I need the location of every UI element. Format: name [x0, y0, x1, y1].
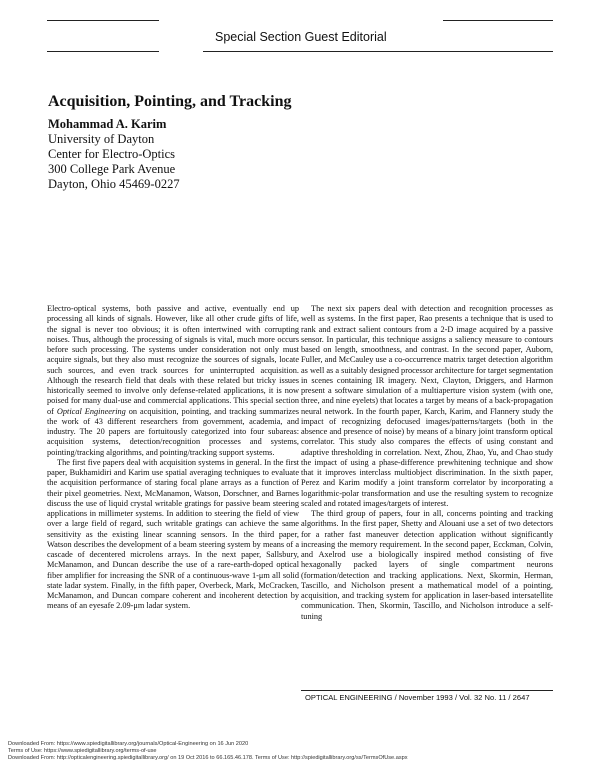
paragraph: The first five papers deal with acquisition systems in general. In the first paper, Bukhamidiri and Karim use spatial averaging techniques to evaluate the acquisition performance of staring focal plane arrays as a function of their pixel geometries. Next, McManamon, Watson, Dorschner, and Barnes discuss the use of liquid crystal writable gratings for passive beam steering applications in millimeter systems. In addition to steering the field of view over a large field of regard, such writable gratings can achieve the same sensitivity as the existing linear scanning sensors. In the third paper, Watson describes the development of a beam steering system by means of a cascade of decentered microlens arrays. In the next paper, Sallsbury, McManamon, and Duncan describe the use of a rare-earth-doped optical fiber amplifier for increasing the SNR of a continuous-wave 1-μm all solid state ladar system. Finally, in the fifth paper, Overbeck, Mark, McCracken, McManamon, and Duncan compare coherent and incoherent detection by means of an eyesafe 2.09-μm ladar system. — [47, 457, 299, 611]
journal-name: Optical Engineering — [56, 406, 126, 416]
affiliation-line: University of Dayton — [48, 132, 155, 146]
affiliation-line: Dayton, Ohio 45469-0227 — [48, 177, 180, 191]
header-rule-left — [47, 20, 159, 21]
download-line: Downloaded From: https://www.spiedigitallibrary.org/journals/Optical-Engineering on 16 Jun 2020 — [8, 741, 249, 747]
left-column — [47, 304, 299, 612]
article-title: Acquisition, Pointing, and Tracking — [48, 93, 292, 110]
header-rule-right — [443, 20, 553, 21]
footer-rule — [301, 690, 553, 691]
journal-footer: OPTICAL ENGINEERING / November 1993 / Vol. 32 No. 11 / 2647 — [305, 693, 530, 702]
paragraph: The third group of papers, four in all, concerns pointing and tracking algorithms. In the first paper, Shetty and Alouani use a set of two detectors for a rather fast maneuver detection application without significantly increasing the memory requirement. In the second paper, Ecckman, Colvin, and Axelrod use a biologically inspired method consisting of five hexagonally packed layers of single compartment neurons (formation/detection and tracking applications. Next, Skormin, Herman, Tascillo, and Nicholson present a mathematical model of a pointing, acquisition, and tracking system for application in laser-based intersatellite communication. Then, Skormin, Tascillo, and Nicholson introduce a self-tuning — [301, 509, 553, 621]
author-name: Mohammad A. Karim — [48, 117, 167, 131]
paragraph: The next six papers deal with detection and recognition processes as well as systems. In the first paper, Rao presents a technique that is used to rank and extract salient contours from a 2-D image acquired by a passive sensor. In particular, this technique assigns a saliency measure to contours based on length, smoothness, and contrast. In the second paper, Auborn, Fuller, and McCauley use a co-occurrence matrix target detection algorithm as well as a suitably designed processor architecture for target segmentation in scenes containing IR imagery. Next, Clayton, Driggers, and Harmon present a software simulation of a multiaperture vision system (with one, three, and nine eyelets) that locates a target by means of a back-propagation neural network. In the fourth paper, Karch, Karim, and Flannery study the impact of recognizing defocused images/patterns/targets (both in the absence and presence of noise) by means of a binary joint transform optical correlator. This study also compares the effects of using constant and adaptive thresholding in correlation. Next, Zhou, Zhao, Yu, and Chao study the impact of using a phase-difference prewhitening technique and show that it improves interclass multiobject discrimination. In the sixth paper, Perez and Karim modify a joint transform correlator by incorporating a logarithmic-polar transformation and use the resulting system to recognize scaled and rotated images/targets of interest. — [301, 304, 553, 508]
header-rule-bottom-left — [47, 51, 159, 52]
author-block — [48, 117, 180, 192]
affiliation-line: Center for Electro-Optics — [48, 147, 176, 161]
download-line: Terms of Use: https://www.spiedigitallibrary.org/terms-of-use — [8, 748, 157, 754]
download-line: Downloaded From: http://opticalengineering.spiedigitallibrary.org/ on 19 Oct 2016 to 66.165.46.178. Terms of Use: http://spiedigitallibrary.org/ss/TermsOfUse.aspx — [8, 755, 408, 761]
right-column — [301, 304, 553, 622]
header-rule-bottom — [203, 51, 553, 52]
paragraph: Electro-optical systems, both passive and active, eventually end up processing all kinds of signals. However, like all other crude gifts of life, the signal is never too obvious; it is often intertwined with corrupting noises. Thus, although the processing of signals is vital, much more occurs before such processing. The systems under consideration not only must acquire signals, but they also must recognize the sources of signals, locate such sources, and even track sources for uninterrupted acquisition. Although the research field that deals with these related but tricky issues historically seemed to involve only defense-related applications, it is now poised for many dual-use and commercial applications. This special section of Optical Engineering on acquisition, pointing, and tracking summarizes the work of 43 different researchers from government, academia, and industry. The 20 papers are fortuitously categorized into four subareas: acquisition systems, detection/recognition processes and systems, pointing/tracking algorithms, and pointing/tracking support systems. — [47, 304, 299, 457]
affiliation-line: 300 College Park Avenue — [48, 162, 176, 176]
section-header: Special Section Guest Editorial — [215, 30, 387, 44]
